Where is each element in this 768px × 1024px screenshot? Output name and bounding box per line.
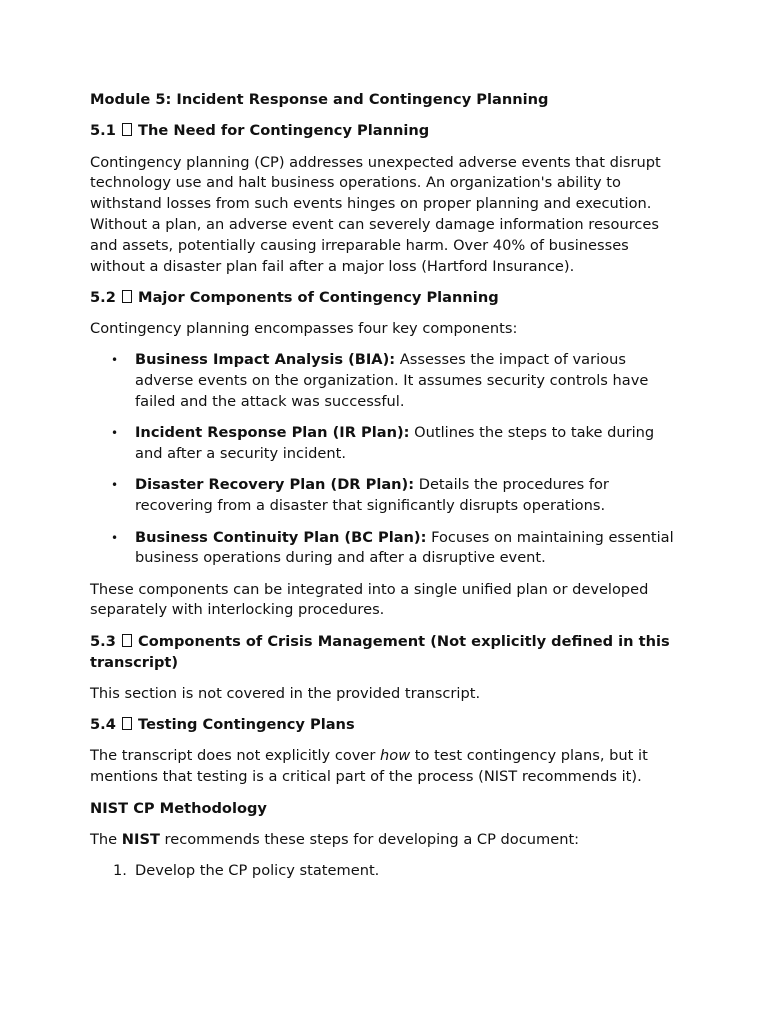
- body-strong: NIST: [121, 830, 160, 848]
- body-text: The: [90, 830, 122, 848]
- missing-glyph-icon: [122, 634, 132, 647]
- nist-intro: [90, 830, 682, 851]
- bullet-icon: •: [111, 530, 119, 545]
- nist-heading: NIST CP Methodology: [90, 799, 267, 817]
- missing-glyph-icon: [122, 123, 132, 136]
- list-item-term: Disaster Recovery Plan (DR Plan):: [135, 476, 415, 494]
- list-item: [90, 528, 682, 570]
- bullet-icon: •: [111, 478, 119, 493]
- list-item-desc: Details the procedures for recovering from a disaster that significantly disrupts operations.: [135, 476, 609, 515]
- section-number: 5.2: [90, 288, 116, 306]
- missing-glyph-icon: [122, 290, 132, 303]
- list-item-term: Business Continuity Plan (BC Plan):: [135, 528, 427, 546]
- list-item-desc: Assesses the impact of various adverse events on the organization. It assumes security controls have failed and the attack was successful.: [135, 351, 649, 411]
- section-5-1-body: Contingency planning (CP) addresses unexpected adverse events that disrupt technology use and halt business operations. An organization's ability to withstand losses from such events hinges on proper planning and execution. Without a plan, an adverse event can severely damage information resources and assets, potentially causing irreparable harm. Over 40% of businesses without a disaster plan fail after a major loss (Hartford Insurance).: [90, 153, 661, 275]
- section-number: 5.1: [90, 122, 116, 140]
- section-5-4-body: [90, 746, 682, 788]
- section-title: Components of Crisis Management (Not explicitly defined in this transcript): [90, 632, 670, 671]
- list-item: [90, 861, 682, 882]
- section-heading-5-4: [90, 715, 682, 736]
- section-5-2-outro: These components can be integrated into a single unified plan or developed separately with interlocking procedures.: [90, 580, 649, 619]
- list-item: [90, 475, 682, 517]
- list-item-desc: Focuses on maintaining essential business operations during and after a disruptive event.: [135, 528, 674, 567]
- section-heading-5-2: [90, 288, 682, 309]
- body-text: The transcript does not explicitly cover: [90, 747, 381, 765]
- section-5-3-body: This section is not covered in the provided transcript.: [90, 684, 481, 702]
- section-number: 5.3: [90, 632, 116, 650]
- body-emphasis: how: [380, 747, 411, 765]
- section-number: 5.4: [90, 716, 116, 734]
- list-item-desc: Outlines the steps to take during and after a security incident.: [135, 424, 655, 463]
- list-item-term: Incident Response Plan (IR Plan):: [135, 424, 410, 442]
- list-item: [90, 423, 682, 465]
- section-5-2-intro: Contingency planning encompasses four key components:: [90, 320, 518, 338]
- step-text: Develop the CP policy statement.: [135, 862, 380, 880]
- section-title: Major Components of Contingency Planning: [138, 288, 499, 306]
- body-text: to test contingency plans, but it mentions that testing is a critical part of the process (NIST recommends it).: [90, 747, 648, 786]
- list-item-term: Business Impact Analysis (BIA):: [135, 351, 396, 369]
- section-title: Testing Contingency Plans: [138, 716, 355, 734]
- section-title: The Need for Contingency Planning: [138, 122, 430, 140]
- bullet-icon: •: [111, 426, 119, 441]
- list-item: [90, 350, 682, 412]
- section-heading-5-3: [90, 632, 682, 674]
- nist-steps-list: [90, 861, 682, 882]
- section-heading-5-1: [90, 121, 682, 142]
- step-number: 1.: [113, 862, 127, 880]
- body-text: recommends these steps for developing a CP document:: [159, 830, 580, 848]
- document-page: [90, 90, 682, 882]
- bullet-icon: •: [111, 353, 119, 368]
- module-title: Module 5: Incident Response and Contingency Planning: [90, 91, 549, 108]
- missing-glyph-icon: [122, 717, 132, 730]
- components-list: [90, 350, 682, 569]
